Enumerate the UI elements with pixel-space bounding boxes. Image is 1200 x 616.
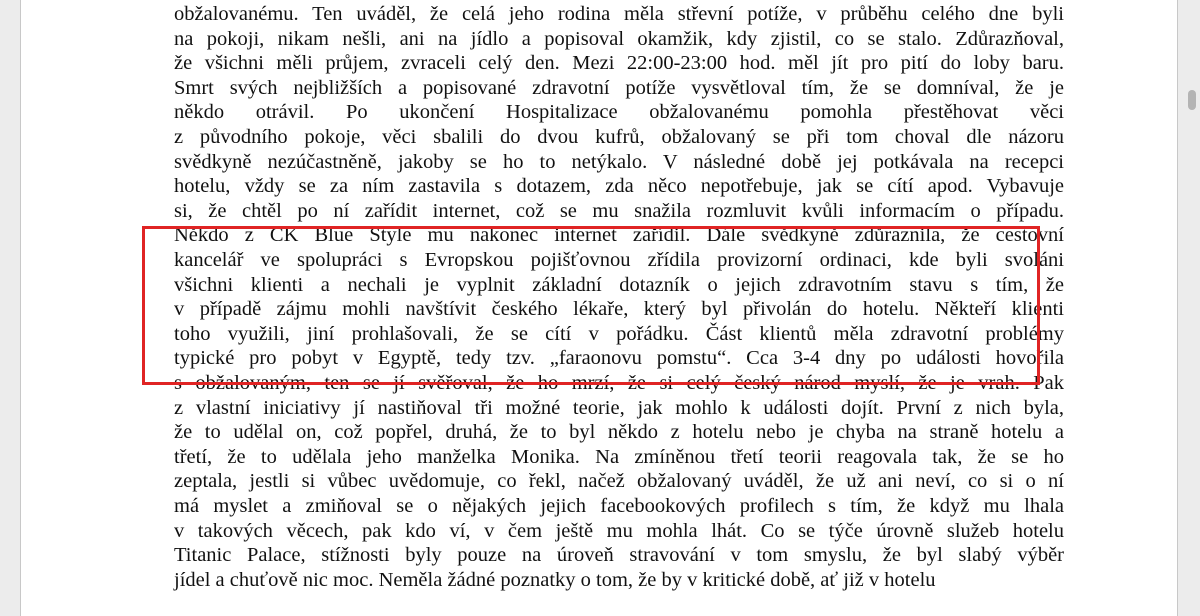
text-line-20: zeptala, jestli si vůbec uvědomuje, co řekl, načež obžalovaný uváděl, že už ani neví, co si o ní xyxy=(174,470,1064,493)
text-line-5: někdo otrávil. Po ukončení Hospitalizace obžalovanému pomohla přestěhovat věci xyxy=(174,101,1064,124)
text-line-9: si, že chtěl po ní zařídit internet, což se mu snažila rozmluvit kvůli informacím o případu. xyxy=(174,199,1064,222)
text-line-17: z vlastní iniciativy jí nastiňoval tři možné teorie, jak mohlo k události dojít. První z nich byla, xyxy=(174,396,1064,419)
text-line-14: toho využili, jiní prohlašovali, že se cítí v pořádku. Část klientů měla zdravotní problémy xyxy=(174,322,1064,345)
scrollbar-thumb[interactable] xyxy=(1188,90,1196,110)
text-line-24: jídel a chuťově nic moc. Neměla žádné poznatky o tom, že by v kritické době, ať již v hotelu xyxy=(174,568,936,591)
vertical-scrollbar[interactable] xyxy=(1177,0,1200,616)
text-line-21: má myslet a zmiňoval se o nějakých jejich facebookových profilech s tím, že když mu lhala xyxy=(174,495,1064,517)
left-gutter xyxy=(0,0,21,616)
text-line-10: Někdo z CK Blue Style mu nakonec internet zařídil. Dále svědkyně zdůraznila, že cestovní xyxy=(174,224,1064,247)
text-line-6: z původního pokoje, věci sbalili do dvou kufrů, obžalovaný se při tom choval dle názoru xyxy=(174,126,1064,148)
text-line-1: obžalovanému. Ten uváděl, že celá jeho rodina měla střevní potíže, v průběhu celého dne byli xyxy=(174,3,1064,25)
text-line-12: všichni klienti a nechali je vyplnit základní dotazník o jejich zdravotním stavu s tím, že xyxy=(174,273,1064,296)
text-line-3: že všichni měli průjem, zvraceli celý den. Mezi 22:00-23:00 hod. měl jít pro pití do loby baru. xyxy=(174,52,1064,75)
text-line-18: že to udělal on, což popřel, druhá, že to byl někdo z hotelu nebo je chyba na straně hotelu a xyxy=(174,421,1064,444)
text-line-13: v případě zájmu mohli navštívit českého lékaře, který byl přivolán do hotelu. Někteří klienti xyxy=(174,298,1064,321)
text-line-2: na pokoji, nikam nešli, ani na jídlo a popisoval okamžik, kdy zjistil, co se stalo. Zdůrazňoval, xyxy=(174,27,1064,50)
text-line-4: Smrt svých nejbližších a popisované zdravotní potíže vysvětloval tím, že se domníval, že je xyxy=(174,76,1064,99)
text-line-16: s obžalovaným, ten se jí svěřoval, že ho mrzí, že si celý český národ myslí, že je vrah. Pak xyxy=(174,372,1064,394)
text-line-15: typické pro pobyt v Egyptě, tedy tzv. „faraonovu pomstu“. Cca 3-4 dny po události hovořila xyxy=(174,347,1064,370)
text-line-23: Titanic Palace, stížnosti byly pouze na úroveň stravování v tom smyslu, že byl slabý výběr xyxy=(174,544,1064,567)
text-line-11: kancelář ve spolupráci s Evropskou pojišťovnou zřídila provizorní ordinaci, kde byli svoláni xyxy=(174,249,1064,271)
text-line-8: hotelu, vždy se za ním zastavila s dotazem, zda něco nepotřebuje, jak se cítí apod. Vybavuje xyxy=(174,175,1064,198)
document-page xyxy=(21,0,1177,616)
text-line-19: třetí, že to udělala jeho manželka Monika. Na zmíněnou třetí teorii reagovala tak, že se ho xyxy=(174,445,1064,468)
text-line-7: svědkyně nezúčastněně, jakoby se ho to netýkalo. V následné době jej potkávala na recepci xyxy=(174,150,1064,173)
text-line-22: v takových věcech, pak kdo ví, v čem ještě mu mohla lhát. Co se týče úrovně služeb hotelu xyxy=(174,519,1064,542)
